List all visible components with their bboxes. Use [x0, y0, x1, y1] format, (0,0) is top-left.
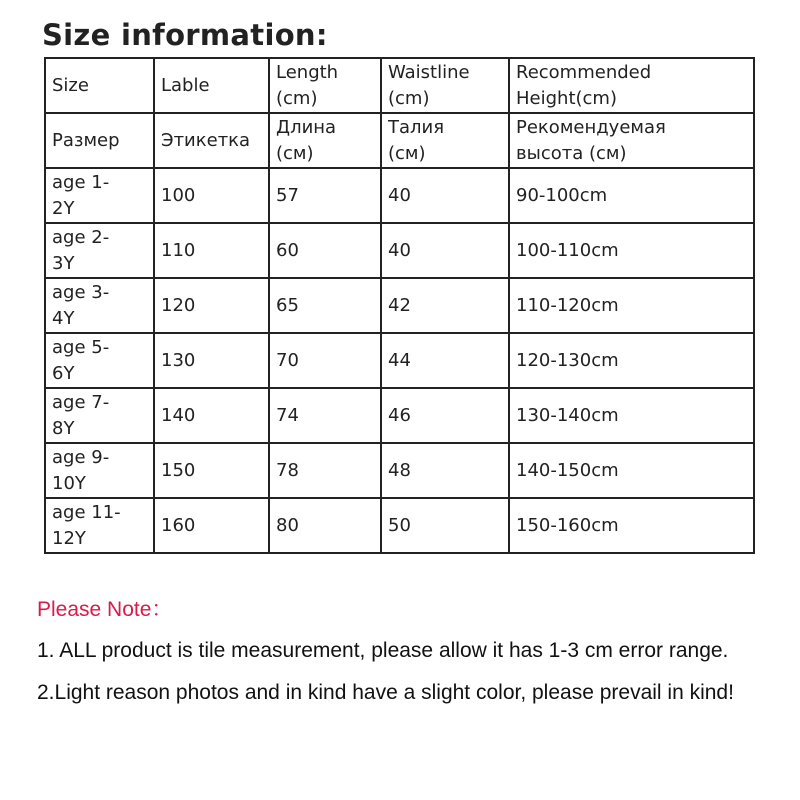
table-row	[45, 168, 754, 223]
table-cell: age 9- 10Y	[45, 443, 154, 498]
table-cell: Size	[45, 58, 154, 113]
table-cell: Length (cm)	[269, 58, 381, 113]
note-item-2: 2.Light reason photos and in kind have a slight color, please prevail in kind!	[37, 681, 734, 704]
table-cell: 130	[154, 333, 269, 388]
table-cell: 100	[154, 168, 269, 223]
table-row	[45, 223, 754, 278]
table-cell: Длина (см)	[269, 113, 381, 168]
table-cell: age 5- 6Y	[45, 333, 154, 388]
table-cell: 140	[154, 388, 269, 443]
table-row	[45, 388, 754, 443]
table-row	[45, 498, 754, 553]
table-cell: Этикетка	[154, 113, 269, 168]
table-cell: age 1- 2Y	[45, 168, 154, 223]
table-cell: age 7- 8Y	[45, 388, 154, 443]
table-cell: 70	[269, 333, 381, 388]
table-cell: age 2- 3Y	[45, 223, 154, 278]
table-row	[45, 333, 754, 388]
table-cell: 74	[269, 388, 381, 443]
table-cell: 140-150cm	[509, 443, 754, 498]
table-cell: 40	[381, 168, 509, 223]
table-header-ru	[45, 113, 754, 168]
table-cell: 110	[154, 223, 269, 278]
table-cell: Талия (см)	[381, 113, 509, 168]
table-cell: 90-100cm	[509, 168, 754, 223]
table-cell: 80	[269, 498, 381, 553]
table-cell: 120	[154, 278, 269, 333]
table-cell: 40	[381, 223, 509, 278]
table-cell: 160	[154, 498, 269, 553]
note-item-1: 1. ALL product is tile measurement, please allow it has 1-3 cm error range.	[37, 639, 729, 662]
table-cell: 65	[269, 278, 381, 333]
table-cell: Размер	[45, 113, 154, 168]
table-cell: 150-160cm	[509, 498, 754, 553]
table-cell: 130-140cm	[509, 388, 754, 443]
table-cell: 150	[154, 443, 269, 498]
table-cell: 50	[381, 498, 509, 553]
notes-list	[37, 630, 777, 714]
table-cell: 60	[269, 223, 381, 278]
table-cell: age 11- 12Y	[45, 498, 154, 553]
table-cell: Recommended Height(cm)	[509, 58, 754, 113]
table-cell: 46	[381, 388, 509, 443]
table-cell: Lable	[154, 58, 269, 113]
table-cell: Рекомендуемая высота (см)	[509, 113, 754, 168]
table-cell: age 3- 4Y	[45, 278, 154, 333]
table-cell: 120-130cm	[509, 333, 754, 388]
table-cell: 42	[381, 278, 509, 333]
table-cell: 48	[381, 443, 509, 498]
table-cell: 44	[381, 333, 509, 388]
table-header-en	[45, 58, 754, 113]
note-title: Please Note：	[37, 598, 173, 621]
table-cell: 78	[269, 443, 381, 498]
size-table	[44, 57, 755, 554]
table-cell: Waistline (cm)	[381, 58, 509, 113]
table-cell: 100-110cm	[509, 223, 754, 278]
table-cell: 57	[269, 168, 381, 223]
page-title: Size information:	[42, 18, 328, 52]
table-row	[45, 278, 754, 333]
table-cell: 110-120cm	[509, 278, 754, 333]
table-row	[45, 443, 754, 498]
